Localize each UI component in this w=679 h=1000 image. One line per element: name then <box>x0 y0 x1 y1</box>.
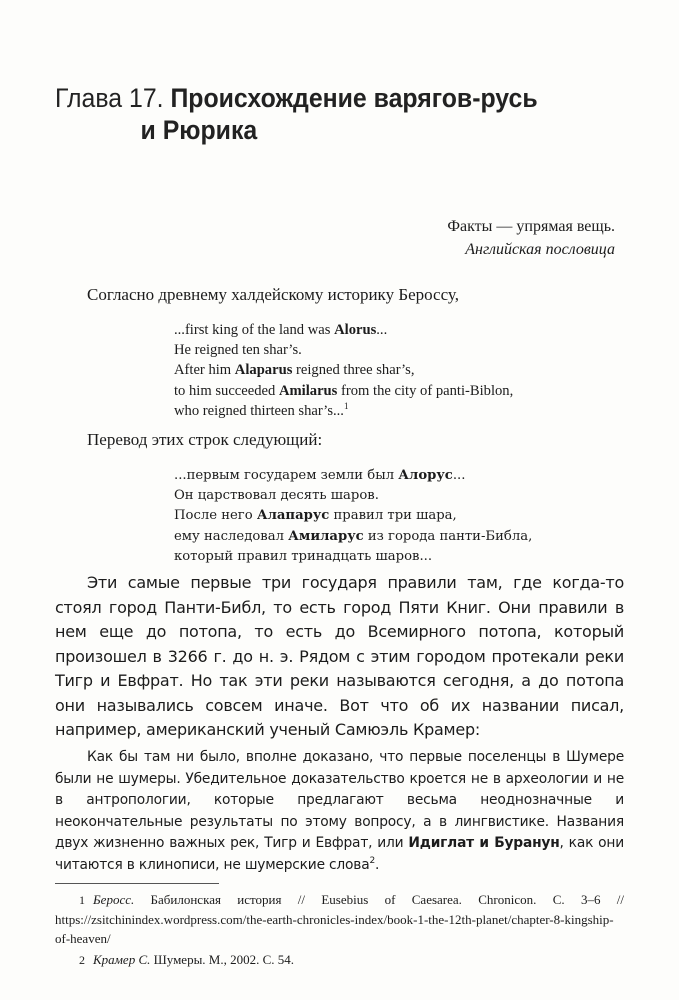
intro-berossus: Согласно древнему халдейскому историку Бероссу, <box>87 285 459 304</box>
footnote-number: 1 <box>79 893 85 907</box>
verse-ru-line: Он царствовал десять шаров. <box>174 488 379 504</box>
verse-english <box>174 320 513 421</box>
footnote-2 <box>55 950 624 970</box>
footnote-divider <box>55 883 219 884</box>
river-names: Идиглат и Буранун <box>408 835 560 851</box>
kramer-quote: Как бы там ни было, вполне доказано, что первые поселенцы в Шумере были не шумеры. Убедительное доказательство кроется не в археологии и не в антропологии, которые предлагают весьма неоднозначные и неокончательные результаты по этому вопросу, а в лингвистике. Названия двух жизненно важных рек, Тигр и Евфрат, или Идиглат и Буранун, как они читаются в клинописи, не шумерские слова$^2$. <box>55 749 624 873</box>
body-paragraph: Эти самые первые три государя правили там, где когда-то стоял город Панти-Библ, то есть город Пяти Книг. Они правили в нем еще до потопа, то есть до Всемирного потопа, который произошел в 3266 г. до н. э. Рядом с этим городом протекали реки Тигр и Евфрат. Но так эти реки называются сегодня, а до потопа они назывались совсем иначе. Вот что об их названии писал, например, американский ученый Самюэль Крамер: <box>55 573 624 739</box>
chapter-number: Глава 17. <box>55 83 164 113</box>
verse-en-line: ...first king of the land was Alorus... <box>174 322 388 338</box>
footnote-text: Бабилонская история // Eusebius of Caesarea. Chronicon. С. 3–6 // https://zsitchinindex.wordpress.com/the-earth-chronicles-index/book-1-the-12th-planet/chapter-8-kingship-of-heaven/ <box>55 892 624 946</box>
footnote-author: Крамер С. <box>93 952 151 967</box>
footnote-ref-1[interactable]: 1 <box>343 400 349 411</box>
verse-ru-line: ...первым государем земли был Алорус... <box>174 468 466 483</box>
footnote-1 <box>55 890 624 948</box>
verse-en-line: who reigned thirteen shar’s...$^1$ <box>174 400 349 419</box>
chapter-heading <box>55 82 570 146</box>
verse-ru-line: После него Алапарус правил три шара, <box>174 508 457 524</box>
epigraph-text: Факты — упрямая вещь. <box>447 218 615 235</box>
footnote-text: Шумеры. М., 2002. С. 54. <box>150 952 295 967</box>
verse-russian <box>174 466 532 567</box>
epigraph-source: Английская пословица <box>465 241 615 258</box>
footnote-author: Беросс. <box>93 892 135 907</box>
verse-en-line: He reigned ten shar’s. <box>174 342 302 359</box>
chapter-title-line2: и Рюрика <box>140 115 258 145</box>
chapter-title-line1: Происхождение варягов-русь <box>170 83 538 113</box>
verse-en-line: After him Alaparus reigned three shar’s, <box>174 362 415 379</box>
verse-ru-line: который правил тринадцать шаров... <box>174 548 433 564</box>
intro-translation: Перевод этих строк следующий: <box>87 430 323 449</box>
footnote-ref-2[interactable]: 2 <box>369 855 375 866</box>
verse-ru-line: ему наследовал Амиларус из города панти-Библа, <box>174 528 533 544</box>
epigraph <box>447 215 615 261</box>
footnote-number: 2 <box>79 953 85 967</box>
verse-en-line: to him succeeded Amilarus from the city of panti-Biblon, <box>174 382 514 399</box>
